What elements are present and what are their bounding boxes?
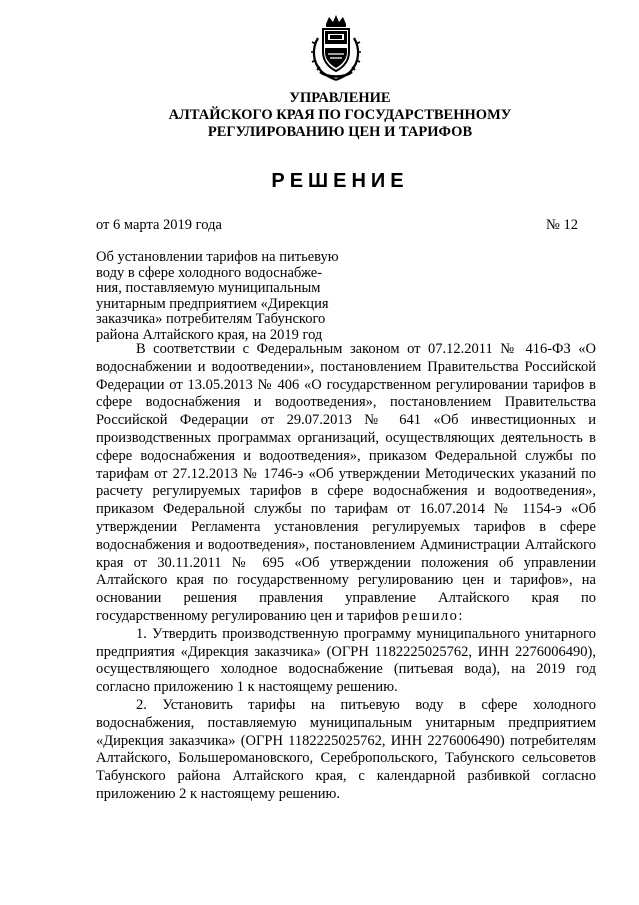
document-subject [96, 250, 382, 343]
document-number: № 12 [546, 217, 578, 233]
issuing-authority [60, 90, 620, 141]
subject-line: района Алтайского края, на 2019 год [96, 326, 323, 343]
document-date: от 6 марта 2019 года [96, 217, 222, 233]
org-line-3: РЕГУЛИРОВАНИЮ ЦЕН И ТАРИФОВ [207, 124, 473, 140]
document-body [96, 341, 596, 804]
decision-item-2: 2. Установить тарифы на питьевую воду в сфере холодного водоснабжения, поставляемую муниципальным унитарным предприятием «Дирекция заказчика» (ОГРН 1182225025762, ИНН 2276006490) потребителям Алтайского, Большеромановского, Серебропольского, Табунского сельсоветов Табунского района Алтайского края, с календарной разбивкой согласно приложению 2 к настоящему решению. [96, 696, 596, 802]
subject-line: унитарным предприятием «Дирекция [96, 295, 329, 312]
org-line-2: АЛТАЙСКОГО КРАЯ ПО ГОСУДАРСТВЕННОМУ [168, 107, 512, 123]
subject-line: заказчика» потребителям Табунского [96, 311, 326, 327]
document-title: РЕШЕНИЕ [271, 170, 409, 192]
coat-of-arms-emblem [304, 14, 368, 84]
decision-item-1: 1. Утвердить производственную программу муниципального унитарного предприятия «Дирекция заказчика» (ОГРН 1182225025762, ИНН 2276006490), осуществляющего холодное водоснабжение (питьевая вода), на 2019 год согласно приложению 1 к настоящему решению. [96, 625, 596, 696]
decided-word: решило: [402, 607, 464, 624]
subject-line: ния, поставляемую муниципальным [96, 280, 321, 296]
preamble-text: В соответствии с Федеральным законом от 07.12.2011 № 416-ФЗ «О водоснабжении и водоотведении», постановлением Правительства Российской Федерации от 13.05.2013 № 406 «О государственном регулировании тарифов в сфере водоснабжения и водоотведения», постановлением Правительства Российской Федерации от 29.07.2013 № 641 «Об инвестиционных и производственных программах организаций, осуществляющих деятельность в сфере водоснабжения и водоотведения», приказом Федеральной службы по тарифам от 27.12.2013 № 1746-э «Об утверждении Методических указаний по расчету регулируемых тарифов в сфере водоснабжения и водоотведения», приказом Федеральной службы по тарифам от 16.07.2014 № 1154-э «Об утверждении Регламента установления регулируемых тарифов в сфере водоснабжения и водоотведения», постановлением Администрации Алтайского края от 30.11.2011 № 695 «Об утверждении положения об управлении Алтайского края по государственному регулированию цен и тарифов», на основании решения правления управление Алтайского края по государственному регулированию цен и тарифов [96, 341, 596, 624]
subject-line: Об установлении тарифов на питьевую [96, 249, 339, 265]
preamble-paragraph [96, 341, 596, 626]
org-line-1: УПРАВЛЕНИЕ [289, 90, 391, 106]
subject-line: воду в сфере холодного водоснабже- [96, 264, 323, 281]
